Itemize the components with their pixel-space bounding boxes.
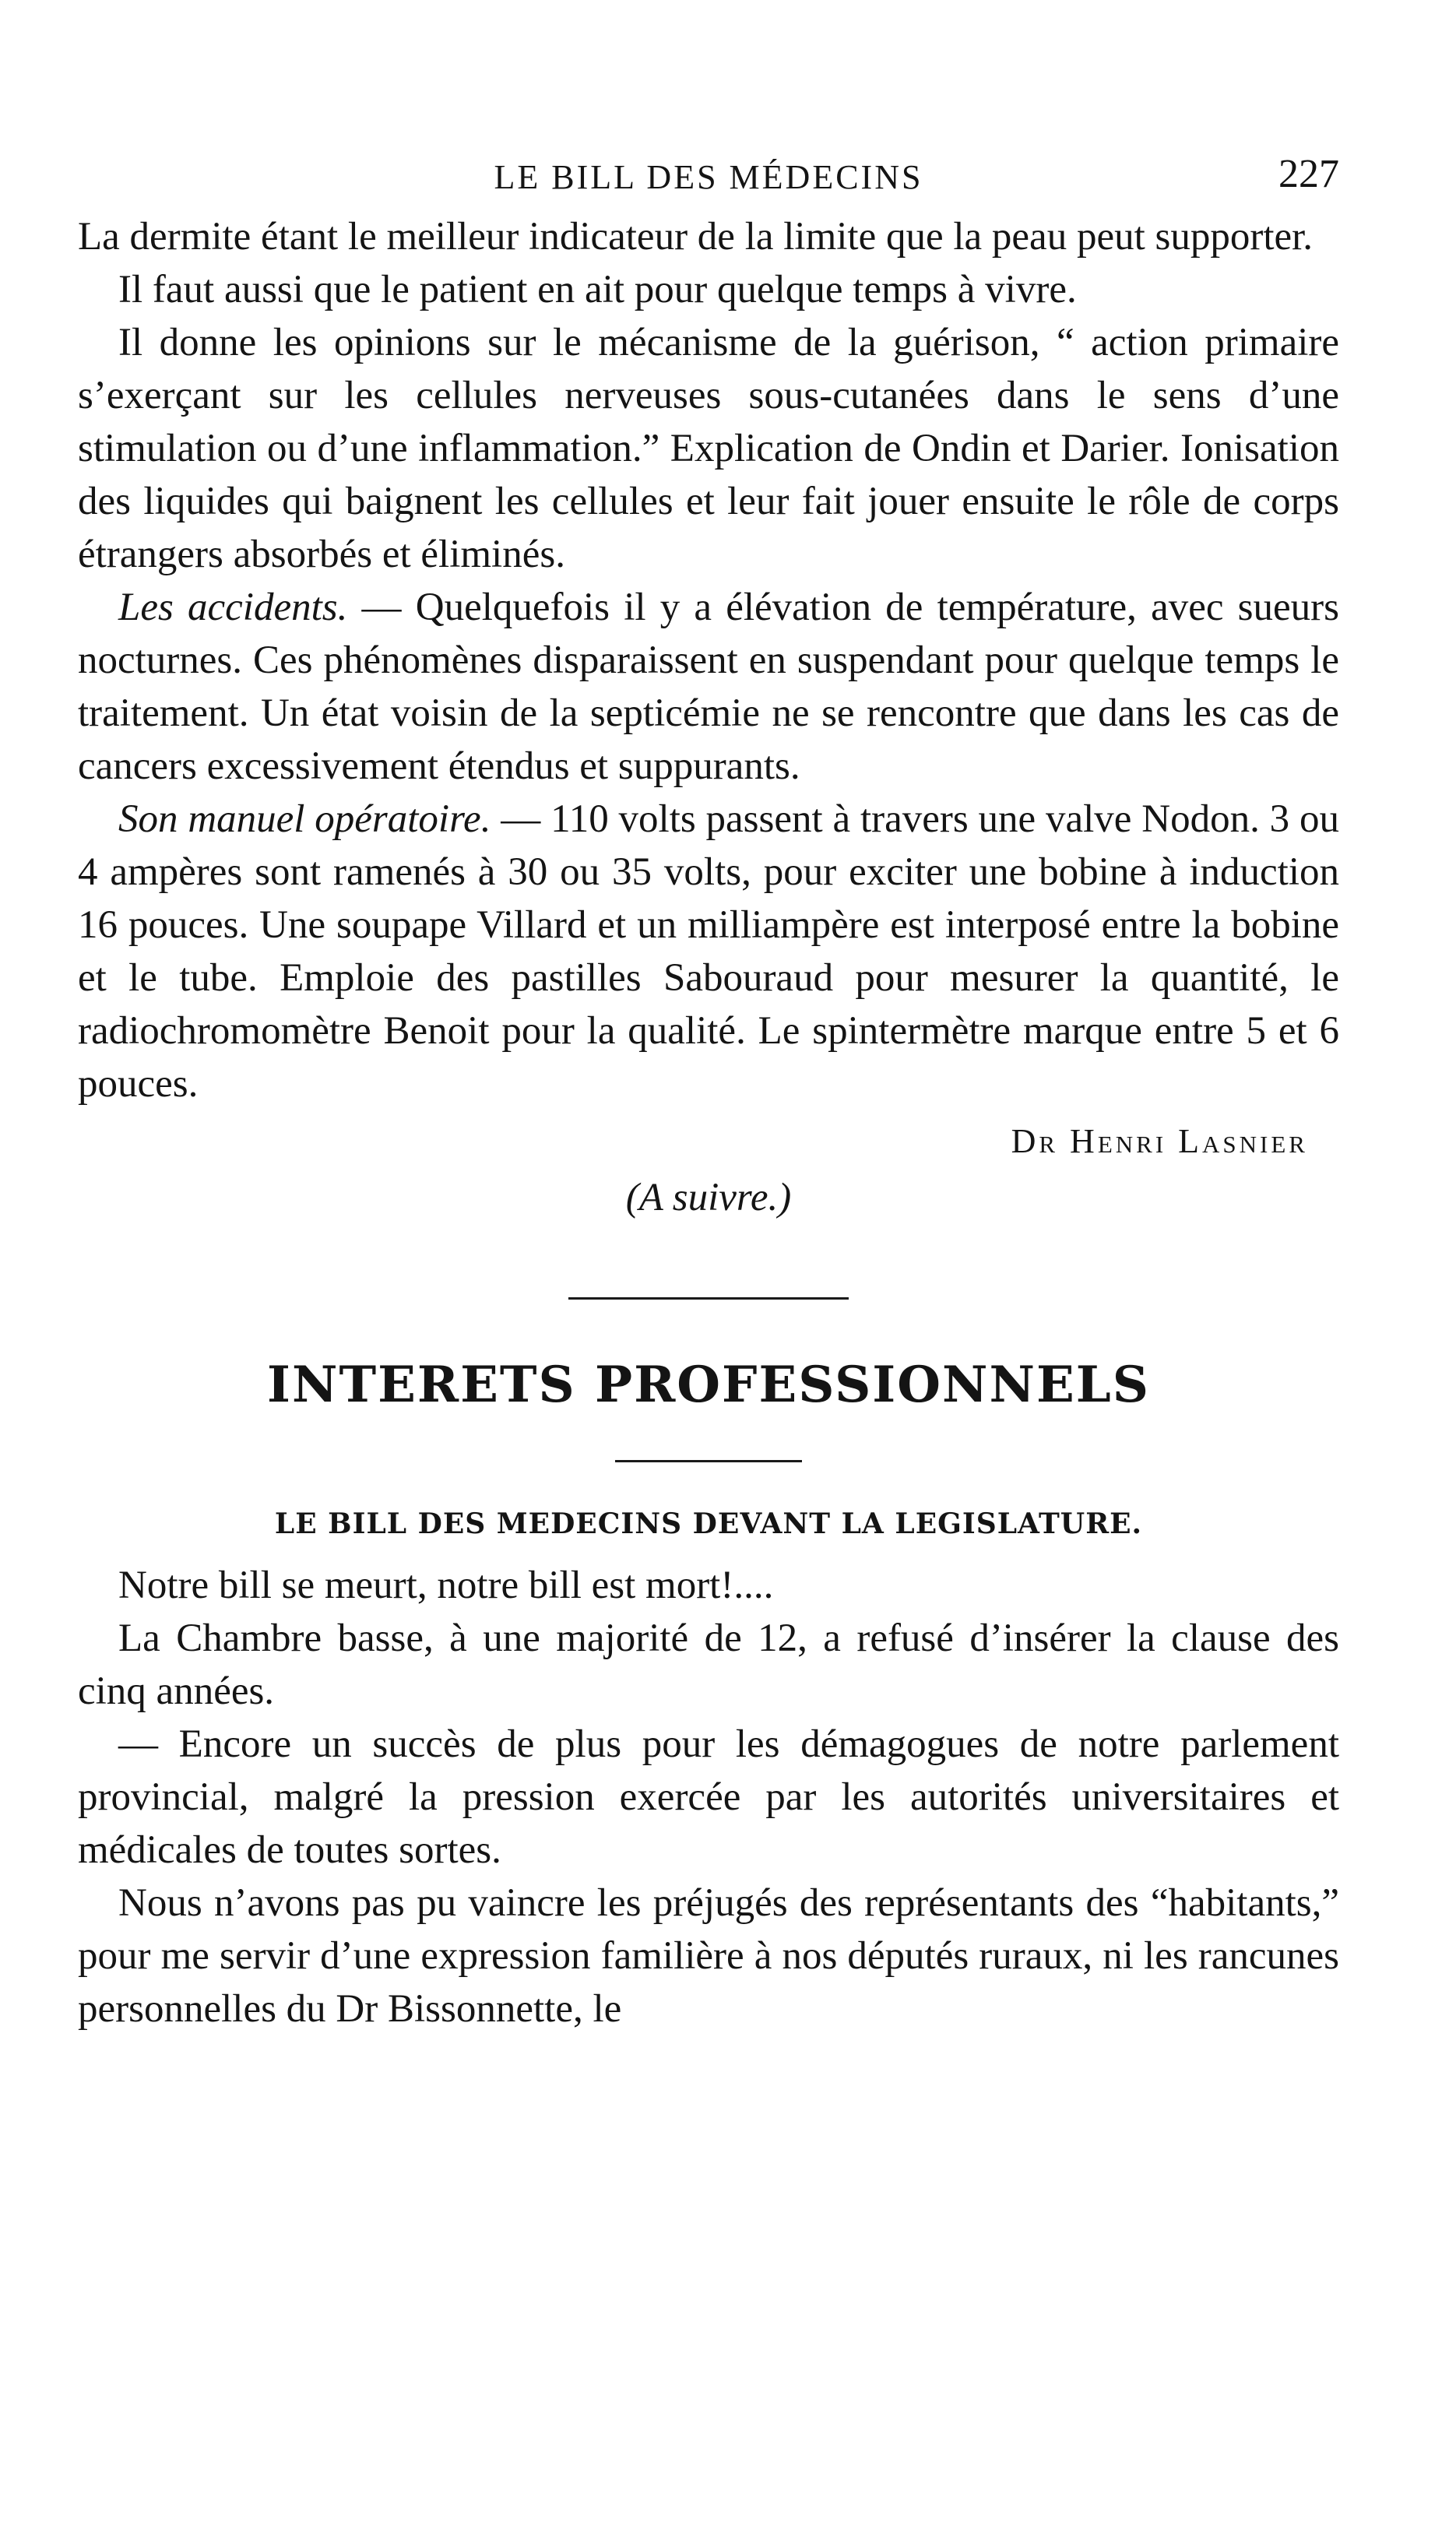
running-title: LE BILL DES MÉDECINS	[494, 158, 923, 196]
paragraph-mecanisme: Il donne les opinions sur le mécanisme de la guérison, “ action primaire s’exerçant sur les cellules nerveuses sous-cutanées dans le sens d’une stimulation ou d’une inflammation.” Explication de Ondin et Darier. Ionisation des liquides qui baignent les cellules et leur fait jouer ensuite le rôle de corps étrangers absorbés et éliminés.	[78, 321, 1339, 576]
paragraph-chambre: La Chambre basse, à une majorité de 12, a refusé d’insérer la clause des cinq années.	[78, 1617, 1339, 1713]
author-signature: Dr Henri Lasnier	[1011, 1122, 1308, 1160]
paragraph-accidents	[78, 581, 1339, 793]
accidents-text: — Quelquefois il y a élévation de température, avec sueurs nocturnes. Ces phénomènes disparaissent en suspendant pour quelque temps le traitement. Un état voisin de la septicémie ne se rencontre que dans les cas de cancers excessivement étendus et suppurants.	[78, 586, 1339, 788]
manuel-text: — 110 volts passent à travers une valve Nodon. 3 ou 4 ampères sont ramenés à 30 ou 35 volts, pour exciter une bobine à induction 16 pouces. Une soupape Villard et un milliampère est interposé entre la bobine et le tube. Emploie des pastilles Sabouraud pour mesurer la quantité, le radiochromomètre Benoit pour la qualité. Le spintermètre marque entre 5 et 6 pouces.	[78, 797, 1339, 1106]
section-subtitle: LE BILL DES MEDECINS DEVANT LA LEGISLATURE.	[274, 1507, 1143, 1540]
to-be-continued: (A suivre.)	[625, 1176, 792, 1219]
paragraph-bill-mort: Notre bill se meurt, notre bill est mort!....	[118, 1564, 774, 1607]
paragraph-dermite: La dermite étant le meilleur indicateur de la limite que la peau peut supporter.	[78, 215, 1314, 259]
manuel-label: Son manuel opératoire.	[118, 797, 491, 841]
running-header	[78, 140, 1339, 210]
book-page	[78, 140, 1339, 2035]
accidents-label: Les accidents.	[118, 586, 348, 629]
section-divider-bottom	[615, 1460, 802, 1462]
page-number: 227	[1278, 152, 1339, 196]
section-divider-top	[568, 1297, 849, 1300]
paragraph-demagogues: — Encore un succès de plus pour les démagogues de notre parlement provincial, malgré la pression exercée par les autorités universitaires et médicales de toutes sortes.	[78, 1722, 1339, 1872]
section-title: INTERETS PROFESSIONNELS	[267, 1356, 1150, 1414]
paragraph-patient: Il faut aussi que le patient en ait pour quelque temps à vivre.	[118, 268, 1077, 311]
paragraph-manuel	[78, 793, 1339, 1110]
paragraph-prejuges: Nous n’avons pas pu vaincre les préjugés des représentants des “habitants,” pour me servir d’une expression familière à nos députés ruraux, ni les rancunes personnelles du Dr Bissonnette, le	[78, 1881, 1339, 2031]
